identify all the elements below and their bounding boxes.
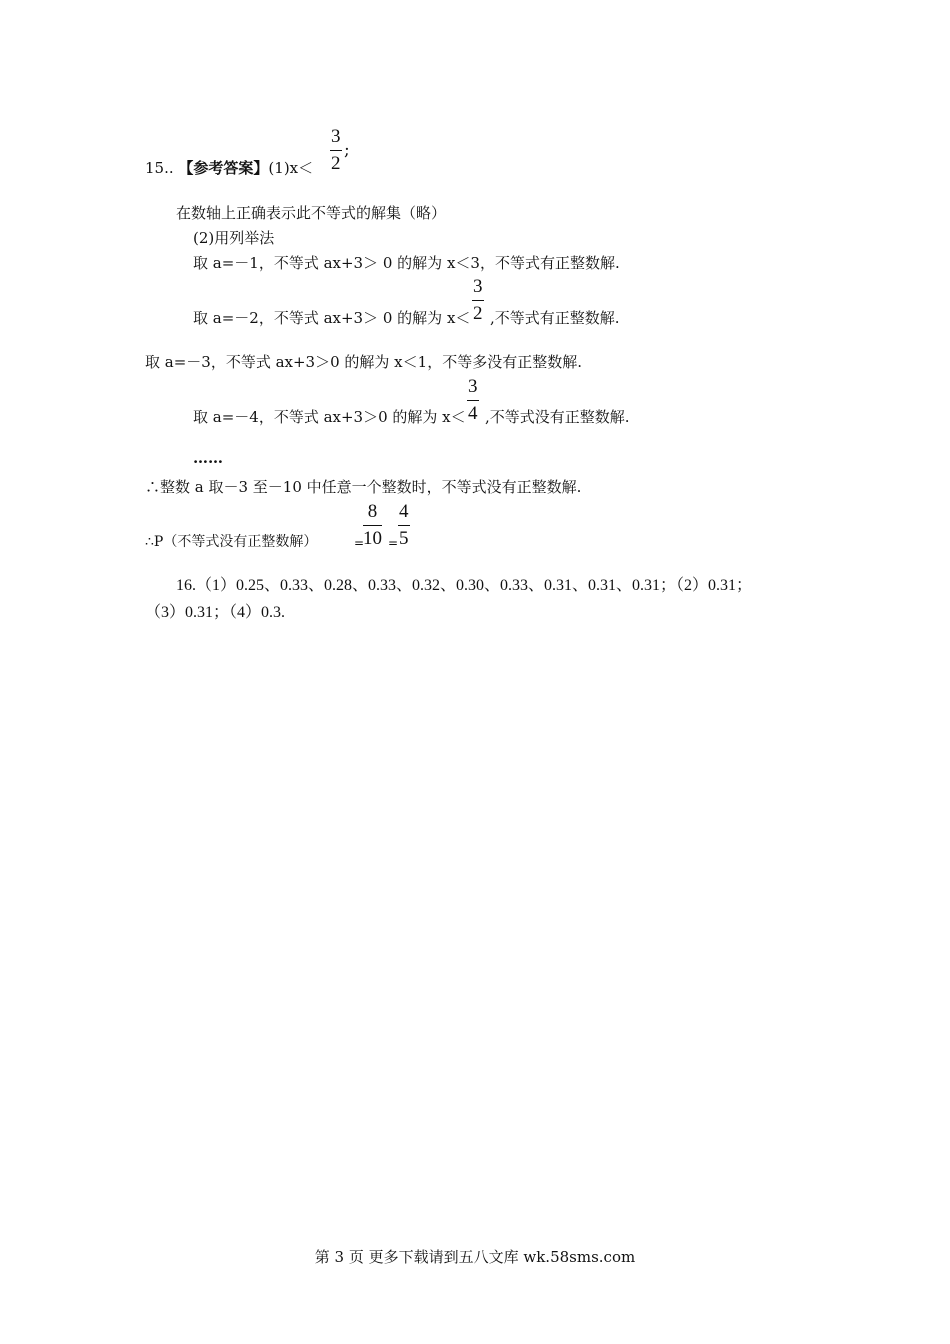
fraction-numerator: 4 [398,501,410,526]
page-footer: 第 3 页 更多下载请到五八文库 wk.58sms.com [314,1248,636,1266]
fraction-denominator: 2 [331,153,341,174]
case-a-minus-3: 取 a=－3，不等式 ax+3＞0 的解为 x＜1，不等多没有正整数解. [145,353,582,371]
q15-number: 15.. [145,159,179,177]
q15-header-semicolon: ; [344,140,350,160]
part2-heading: (2)用列举法 [193,229,275,247]
fraction-3-over-4-case4 [467,376,479,425]
fraction-numerator: 8 [363,501,382,526]
case-a-minus-4-result: ,不等式没有正整数解. [485,408,630,426]
conclusion-text: ∴整数 a 取－3 至－10 中任意一个整数时，不等式没有正整数解. [145,478,582,496]
fraction-denominator: 10 [363,528,382,549]
equals-sign-1: = [354,536,365,550]
fraction-numerator: 3 [467,376,479,401]
fraction-3-over-2-case2 [472,276,484,325]
case-a-minus-2-text: 取 a=－2，不等式 ax+3＞ 0 的解为 x＜ [193,309,471,327]
fraction-4-over-5 [398,501,410,550]
fraction-denominator: 4 [468,403,478,424]
case-a-minus-2-result: ,不等式有正整数解. [490,309,620,327]
fraction-denominator: 5 [399,528,409,549]
case-a-minus-4-text: 取 a=－4，不等式 ax+3＞0 的解为 x＜ [193,408,466,426]
fraction-numerator: 3 [472,276,484,301]
q15-part1-text: (1)x＜ [268,159,314,177]
probability-label: ∴P（不等式没有正整数解） [145,534,318,550]
fraction-3-over-2-header [330,126,342,175]
q15-answer-tag: 【参考答案】 [178,159,269,177]
ellipsis: …… [193,449,223,467]
fraction-numerator: 3 [330,126,342,151]
q15-header [145,158,313,178]
q16-answers-line2: （3）0.31；（4）0.3. [145,604,286,621]
case-a-minus-1: 取 a=－1，不等式 ax+3＞ 0 的解为 x＜3，不等式有正整数解. [193,254,620,272]
q16-answers-line1: 16.（1）0.25、0.33、0.28、0.33、0.32、0.30、0.33、0.31、0.31、0.31；（2）0.31； [176,577,753,594]
fraction-8-over-10 [363,501,382,550]
fraction-denominator: 2 [473,303,483,324]
number-line-note: 在数轴上正确表示此不等式的解集（略） [176,204,447,222]
equals-sign-2: = [388,536,399,550]
